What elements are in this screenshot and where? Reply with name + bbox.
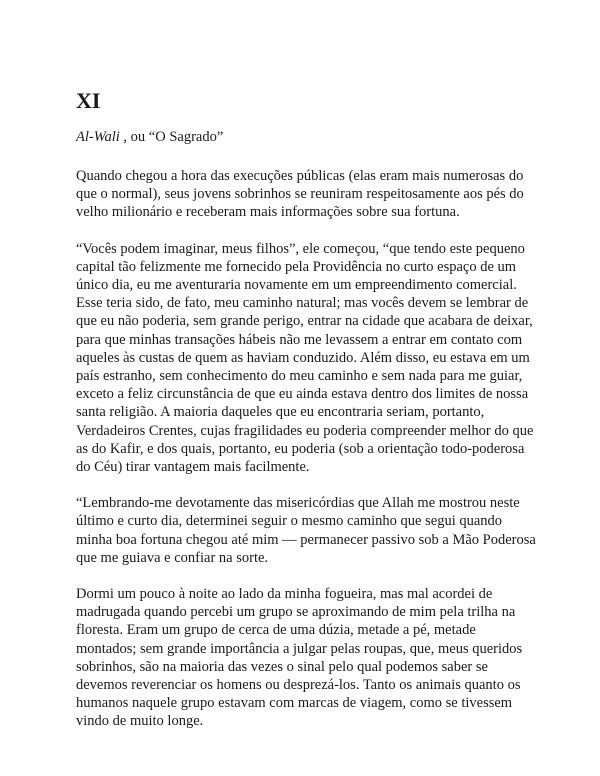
paragraph-3: “Lembrando-me devotamente das misericórdias que Allah me mostrou neste último e curto dia, determinei seguir o mesmo caminho que segui quando minha boa fortuna chegou até mim — permanecer passivo sob a Mão Poderosa que me guiava e confiar na sorte. [76,495,536,566]
page-content [76,88,536,749]
paragraph-4: Dormi um pouco à noite ao lado da minha fogueira, mas mal acordei de madrugada quando percebi um grupo se aproximando de mim pela trilha na floresta. Eram um grupo de cerca de uma dúzia, metade a pé, metade montados; sem grande importância a julgar pelas roupas, que, meus queridos sobrinhos, são na maioria das vezes o sinal pelo qual podemos saber se devemos reverenciar os homens ou desprezá-los. Tanto os animais quanto os humanos naquele grupo estavam com marcas de viagem, como se tivessem vindo de muito longe. [76,586,523,730]
chapter-subtitle [76,128,536,146]
paragraph-1: Quando chegou a hora das execuções públicas (elas eram mais numerosas do que o normal), seus jovens sobrinhos se reuniram respeitosamente aos pés do velho milionário e receberam mais informações sobre sua fortuna. [76,168,524,221]
chapter-heading: XI [76,88,101,113]
subtitle-rest: , ou “O Sagrado” [119,129,224,145]
subtitle-italic-name: Al-Wali [76,129,120,145]
paragraph-2: “Vocês podem imaginar, meus filhos”, ele começou, “que tendo este pequeno capital tão felizmente me fornecido pela Providência no curto espaço de um único dia, eu me aventuraria novamente em um empreendimento comercial. Esse teria sido, de fato, meu caminho natural; mas vocês devem se lembrar de que eu não poderia, sem grande perigo, entrar na cidade que acabara de deixar, para que minhas transações hábeis não me levassem a entrar em contato com aqueles às custas de quem as haviam conduzido. Além disso, eu estava em um país estranho, sem conhecimento do meu caminho e sem nada para me guiar, exceto a feliz circunstância de que eu ainda estava dentro dos limites de nossa santa religião. A maioria daqueles que eu encontraria seriam, portanto, Verdadeiros Crentes, cujas fragilidades eu poderia compreender melhor do que as do Kafir, e dos quais, portanto, eu poderia (sob a orientação todo-poderosa do Céu) tirar vantagem mais facilmente. [76,240,534,476]
